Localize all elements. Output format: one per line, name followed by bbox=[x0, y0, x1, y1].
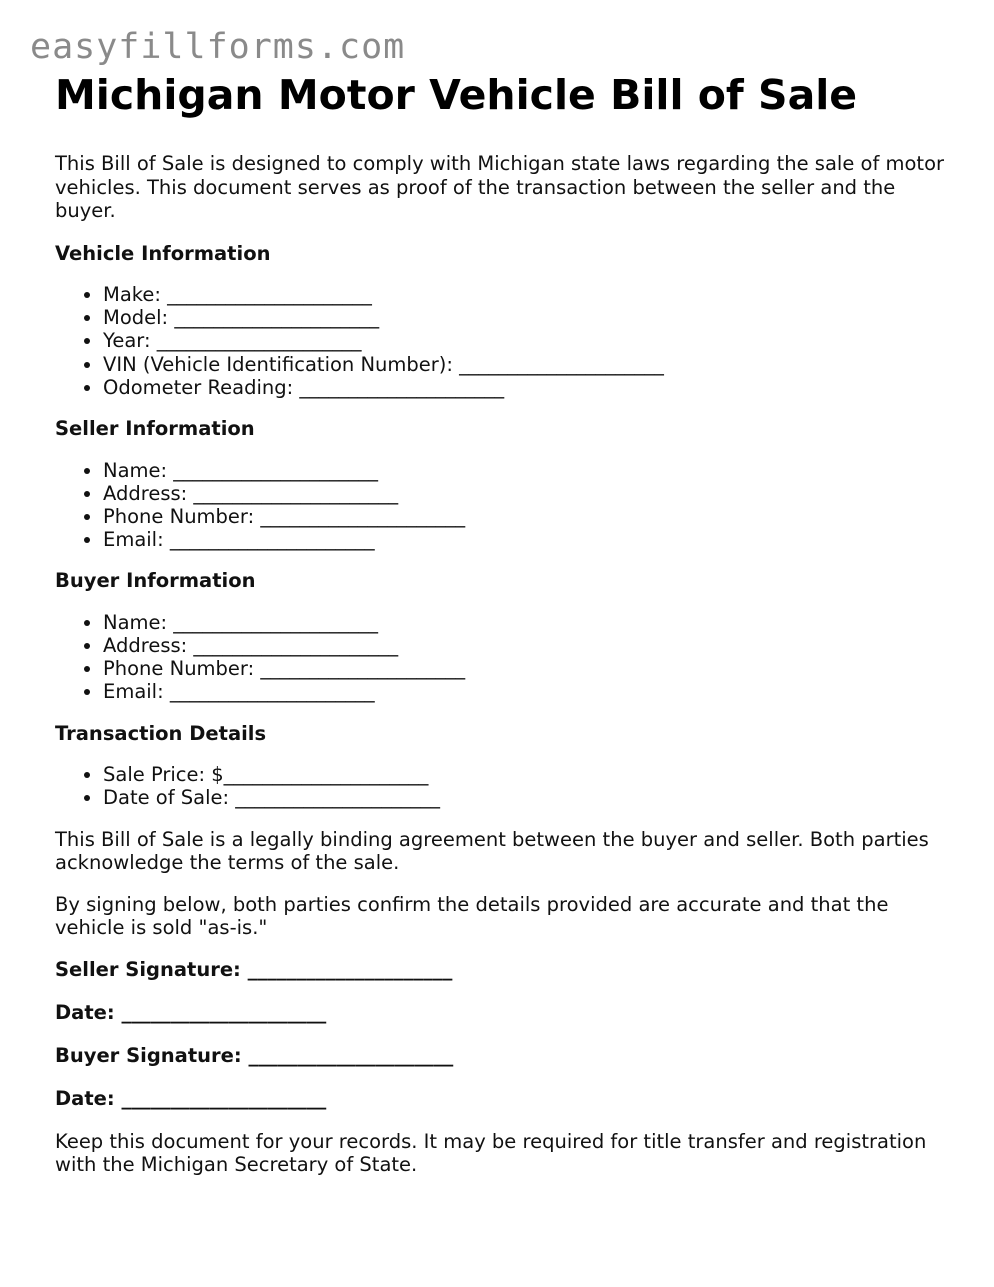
seller-section-heading: Seller Information bbox=[55, 417, 255, 441]
vehicle-model-field: • Model: _____________________ bbox=[103, 306, 950, 329]
seller-date-line: Date: _____________________ bbox=[55, 1000, 327, 1024]
document-body bbox=[55, 72, 950, 1195]
seller-info-list bbox=[55, 459, 950, 552]
buyer-signature-line: Buyer Signature: _____________________ bbox=[55, 1043, 454, 1067]
confirmation-paragraph: By signing below, both parties confirm the details provided are accurate and that the vehicle is sold "as-is." bbox=[55, 892, 889, 940]
buyer-email-field: • Email: _____________________ bbox=[103, 680, 950, 703]
seller-name-field: • Name: _____________________ bbox=[103, 459, 950, 482]
seller-phone-field: • Phone Number: _____________________ bbox=[103, 505, 950, 528]
buyer-date-line: Date: _____________________ bbox=[55, 1086, 327, 1110]
buyer-address-field: • Address: _____________________ bbox=[103, 634, 950, 657]
watermark-text: easyfillforms.com bbox=[30, 27, 406, 67]
sale-price-field: • Sale Price: $_____________________ bbox=[103, 763, 950, 786]
buyer-name-field: • Name: _____________________ bbox=[103, 611, 950, 634]
buyer-phone-field: • Phone Number: _____________________ bbox=[103, 657, 950, 680]
vehicle-year-field: • Year: _____________________ bbox=[103, 329, 950, 352]
vehicle-make-field: • Make: _____________________ bbox=[103, 283, 950, 306]
vehicle-vin-field: • VIN (Vehicle Identification Number): _____________________ bbox=[103, 353, 950, 376]
intro-paragraph: This Bill of Sale is designed to comply with Michigan state laws regarding the sale of motor vehicles. This document serves as proof of the transaction between the seller and the buyer. bbox=[55, 152, 945, 222]
buyer-section-heading: Buyer Information bbox=[55, 569, 256, 593]
vehicle-odometer-field: • Odometer Reading: _____________________ bbox=[103, 376, 950, 399]
transaction-section-heading: Transaction Details bbox=[55, 721, 267, 745]
seller-address-field: • Address: _____________________ bbox=[103, 482, 950, 505]
transaction-details-list bbox=[55, 763, 950, 809]
footer-note: Keep this document for your records. It may be required for title transfer and registration with the Michigan Secretary of State. bbox=[55, 1129, 927, 1177]
seller-signature-line: Seller Signature: _____________________ bbox=[55, 957, 453, 981]
buyer-info-list bbox=[55, 611, 950, 704]
page-title: Michigan Motor Vehicle Bill of Sale bbox=[55, 71, 858, 119]
sale-date-field: • Date of Sale: _____________________ bbox=[103, 786, 950, 809]
seller-email-field: • Email: _____________________ bbox=[103, 528, 950, 551]
agreement-paragraph: This Bill of Sale is a legally binding agreement between the buyer and seller. Both parties acknowledge the terms of the sale. bbox=[55, 827, 929, 875]
vehicle-section-heading: Vehicle Information bbox=[55, 241, 271, 265]
vehicle-info-list bbox=[55, 283, 950, 399]
